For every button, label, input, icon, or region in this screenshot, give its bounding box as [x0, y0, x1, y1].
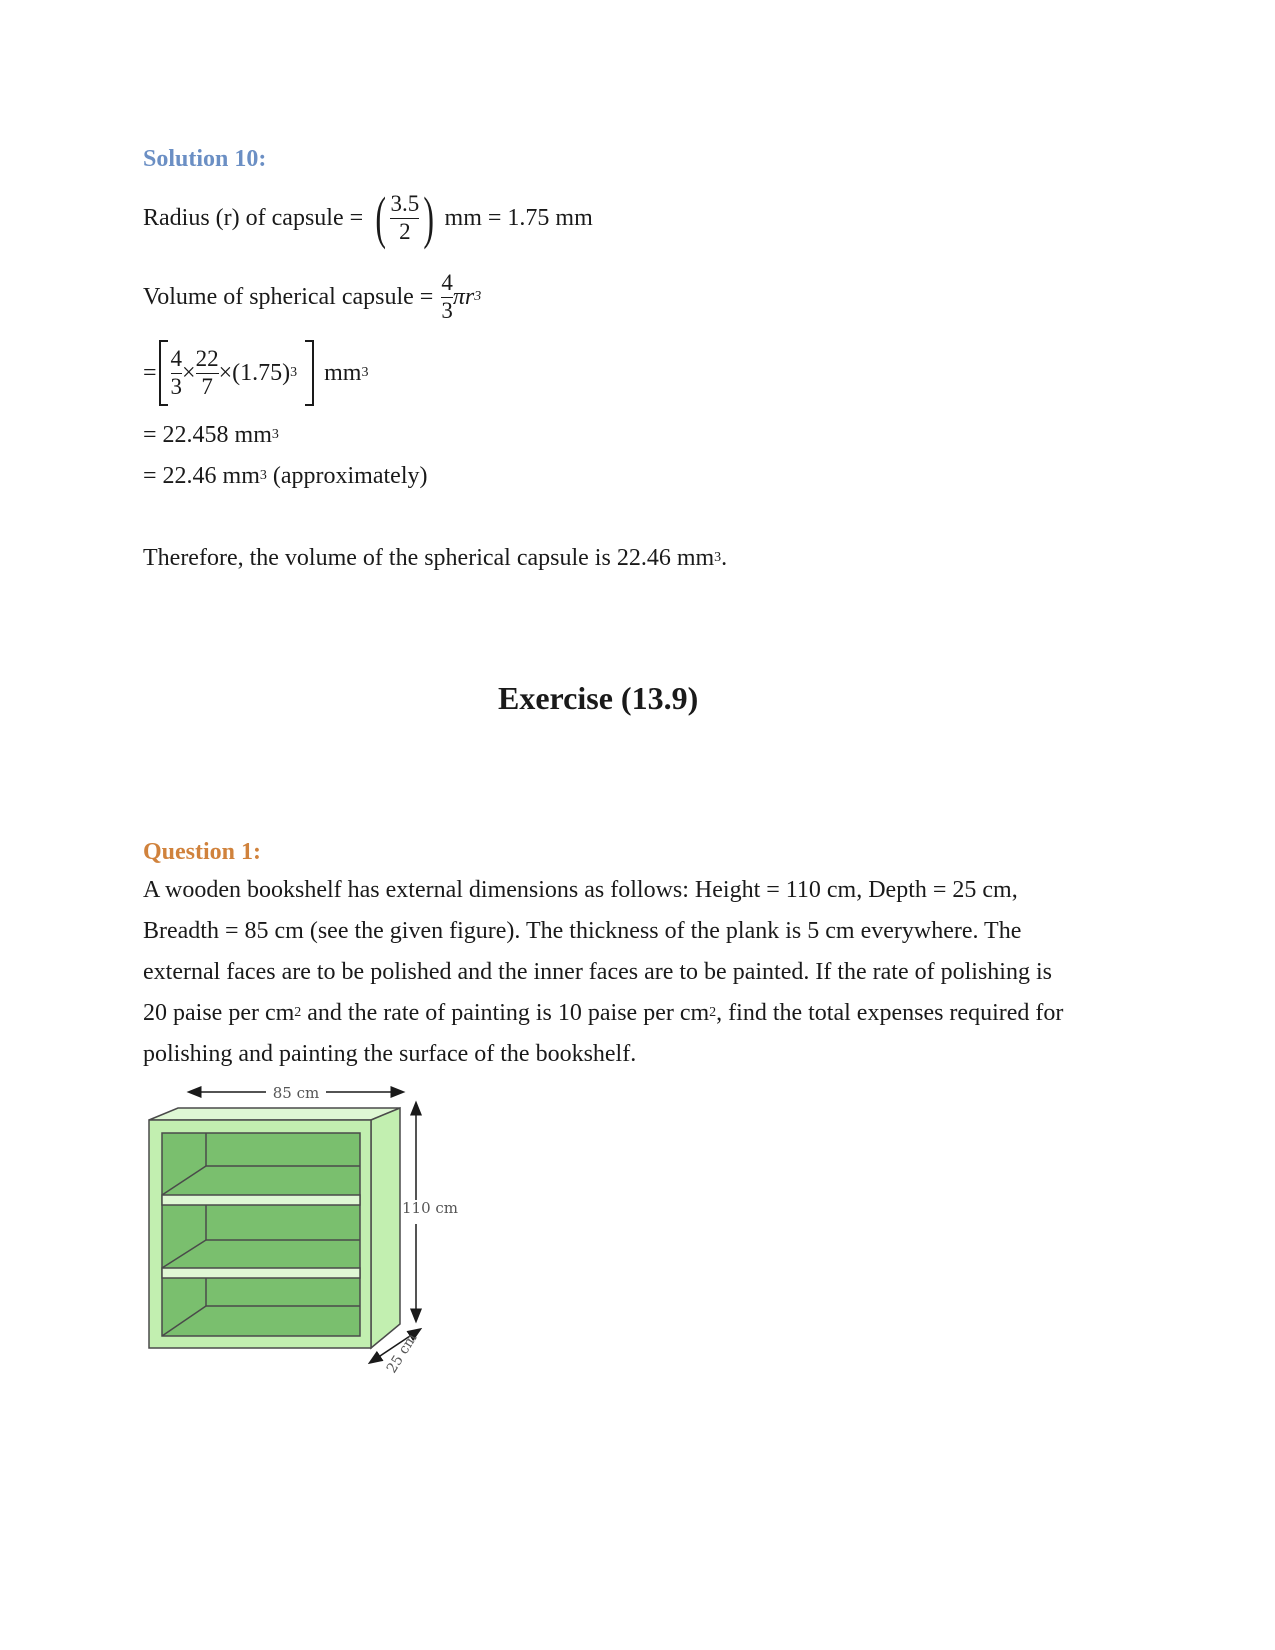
exercise-title: Exercise (13.9) [498, 680, 699, 716]
question-heading: Question 1: [143, 839, 262, 865]
solution-heading: Solution 10: [143, 146, 267, 172]
right-paren: ) [423, 185, 435, 250]
result-line-1: = 22.458 $mm^3$ [143, 422, 279, 448]
volume-formula: $\pi r^3$ [452, 284, 482, 310]
top-face [149, 1108, 400, 1120]
height-label: 110 cm [402, 1199, 459, 1217]
radius-label: Radius (r) of capsule = [143, 205, 364, 231]
calc-fraction-2: $\frac{22}{7}$ [195, 346, 219, 399]
shelf-1 [162, 1195, 360, 1205]
question-text: A wooden bookshelf has external dimensions as follows: Height = 110 cm, Depth = 25 cm, Breadth = 85 cm (see the given figure). The thickness of the plank is 5 cm everywhere. The external faces are to be polished and the inner faces are to be painted. If the rate of polishing is 20 paise per $cm^2$ and the rate of painting is 10 paise per $cm^2$, find the total expenses required for polishing and painting the surface of the bookshelf. [143, 877, 1064, 1067]
right-side-face [371, 1108, 400, 1348]
right-bracket [305, 340, 314, 406]
calc-fraction-1: $\frac{4}{3}$ [170, 346, 183, 399]
radius-line [143, 186, 593, 250]
result-line-2: = 22.46 $mm^3$ (approximately) [143, 463, 428, 489]
volume-fraction: $\frac{4}{3}$ [441, 270, 453, 323]
volume-line [143, 266, 481, 328]
calc-unit: $mm^3$ [324, 360, 369, 386]
shelf-2 [162, 1268, 360, 1278]
depth-label: 25 cm [383, 1330, 421, 1377]
radius-fraction: $\frac{3.5}{2}$ [390, 191, 420, 244]
volume-label: Volume of spherical capsule = [143, 284, 434, 310]
left-paren: ( [375, 185, 387, 250]
bookshelf-figure [140, 1078, 480, 1378]
breadth-label: 85 cm [272, 1084, 320, 1102]
radius-result: mm = 1.75 mm [444, 205, 593, 231]
calc-line: = $\frac{4}{3}$ × $\frac{22}{7}$ $\times(1.75)^3$ $mm^3$ [143, 340, 368, 406]
left-bracket [159, 340, 168, 406]
conclusion: Therefore, the volume of the spherical capsule is 22.46 $mm^3$. [143, 545, 728, 571]
